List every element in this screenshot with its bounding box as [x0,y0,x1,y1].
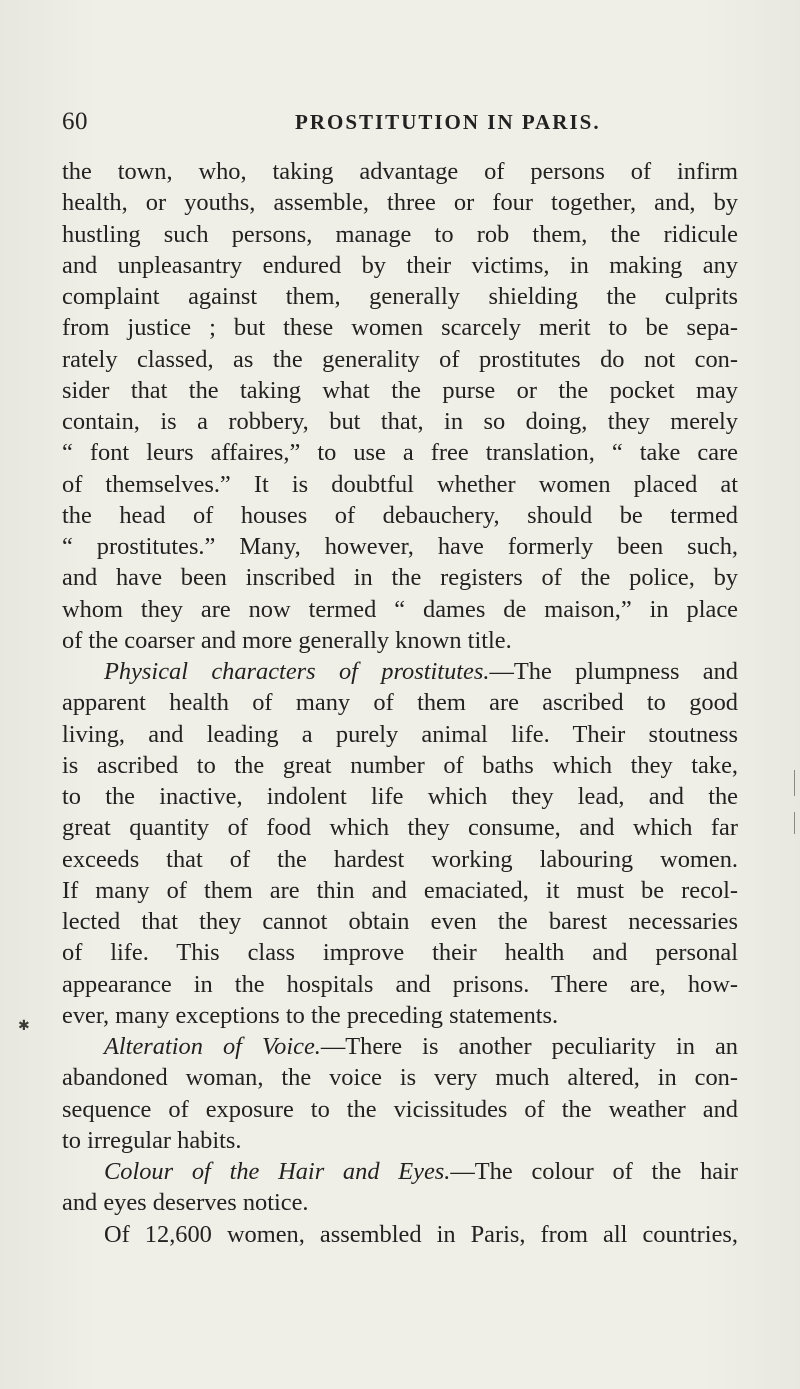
text-line: is ascribed to the great number of baths which they take, [62,751,738,779]
text-line: whom they are now termed “ dames de maison,” in place [62,595,738,623]
page-number: 60 [62,108,88,135]
text-line: exceeds that of the hardest working labouring women. [62,845,738,873]
section-heading-colour: Colour of the Hair and Eyes. [104,1158,451,1185]
body-text [62,156,738,1250]
paragraph-first-line [62,1156,738,1187]
paragraph-first-line [62,1031,738,1062]
running-title: PROSTITUTION IN PARIS. [295,110,601,134]
page-header [62,108,742,142]
text-line: contain, is a robbery, but that, in so doing, they merely [62,408,738,435]
text-line: of themselves.” It is doubtful whether women placed at [62,470,738,498]
text-line: of life. This class improve their health and personal [62,939,738,967]
text-line: from justice ; but these women scarcely merit to be sepa- [62,314,738,342]
text-line: sider that the taking what the purse or the pocket may [62,376,738,404]
section-heading-voice: Alteration of Voice. [104,1033,321,1060]
text-line: appearance in the hospitals and prisons. There are, how- [62,970,738,998]
text-line: “ font leurs affaires,” to use a free translation, “ take care [62,439,738,467]
text-line: lected that they cannot obtain even the barest necessaries [62,908,738,935]
text-line: complaint against them, generally shielding the culprits [62,283,738,310]
text-line: the town, who, taking advantage of persons of infirm [62,158,738,185]
text-line: rately classed, as the generality of prostitutes do not con- [62,345,738,373]
paragraph-first-line: Of 12,600 women, assembled in Paris, from all countries, [104,1220,738,1248]
text-line: hustling such persons, manage to rob them, the ridicule [62,220,738,248]
text-line: abandoned woman, the voice is very much altered, in con- [62,1064,738,1092]
text-line: to irregular habits. [62,1126,242,1154]
section-heading-physical: Physical characters of prostitutes. [104,658,490,685]
text-run: —The plumpness and [489,658,738,685]
text-line: living, and leading a purely animal life. Their stoutness [62,720,738,748]
text-line: “ prostitutes.” Many, however, have formerly been such, [62,533,738,560]
text-line: and have been inscribed in the registers of the police, by [62,564,738,592]
text-line: sequence of exposure to the vicissitudes of the weather and [62,1095,738,1123]
text-line: of the coarser and more generally known title. [62,626,512,654]
text-line: great quantity of food which they consume, and which far [62,814,738,842]
text-line: and unpleasantry endured by their victims, in making any [62,251,738,279]
text-line: to the inactive, indolent life which they lead, and the [62,783,738,810]
margin-mark [794,770,795,796]
text-line: the head of houses of debauchery, should be termed [62,501,738,529]
paragraph-first-line [62,656,738,687]
text-line: and eyes deserves notice. [62,1189,309,1217]
ink-speck-icon: ✱ [18,1019,30,1034]
text-line: apparent health of many of them are ascribed to good [62,689,738,717]
text-run: —There is another peculiarity in an [320,1033,738,1060]
margin-mark [794,812,795,834]
text-line: If many of them are thin and emaciated, it must be recol- [62,876,738,904]
text-run: —The colour of the hair [450,1158,738,1185]
text-line: health, or youths, assemble, three or four together, and, by [62,189,738,217]
text-line: ever, many exceptions to the preceding statements. [62,1001,559,1029]
